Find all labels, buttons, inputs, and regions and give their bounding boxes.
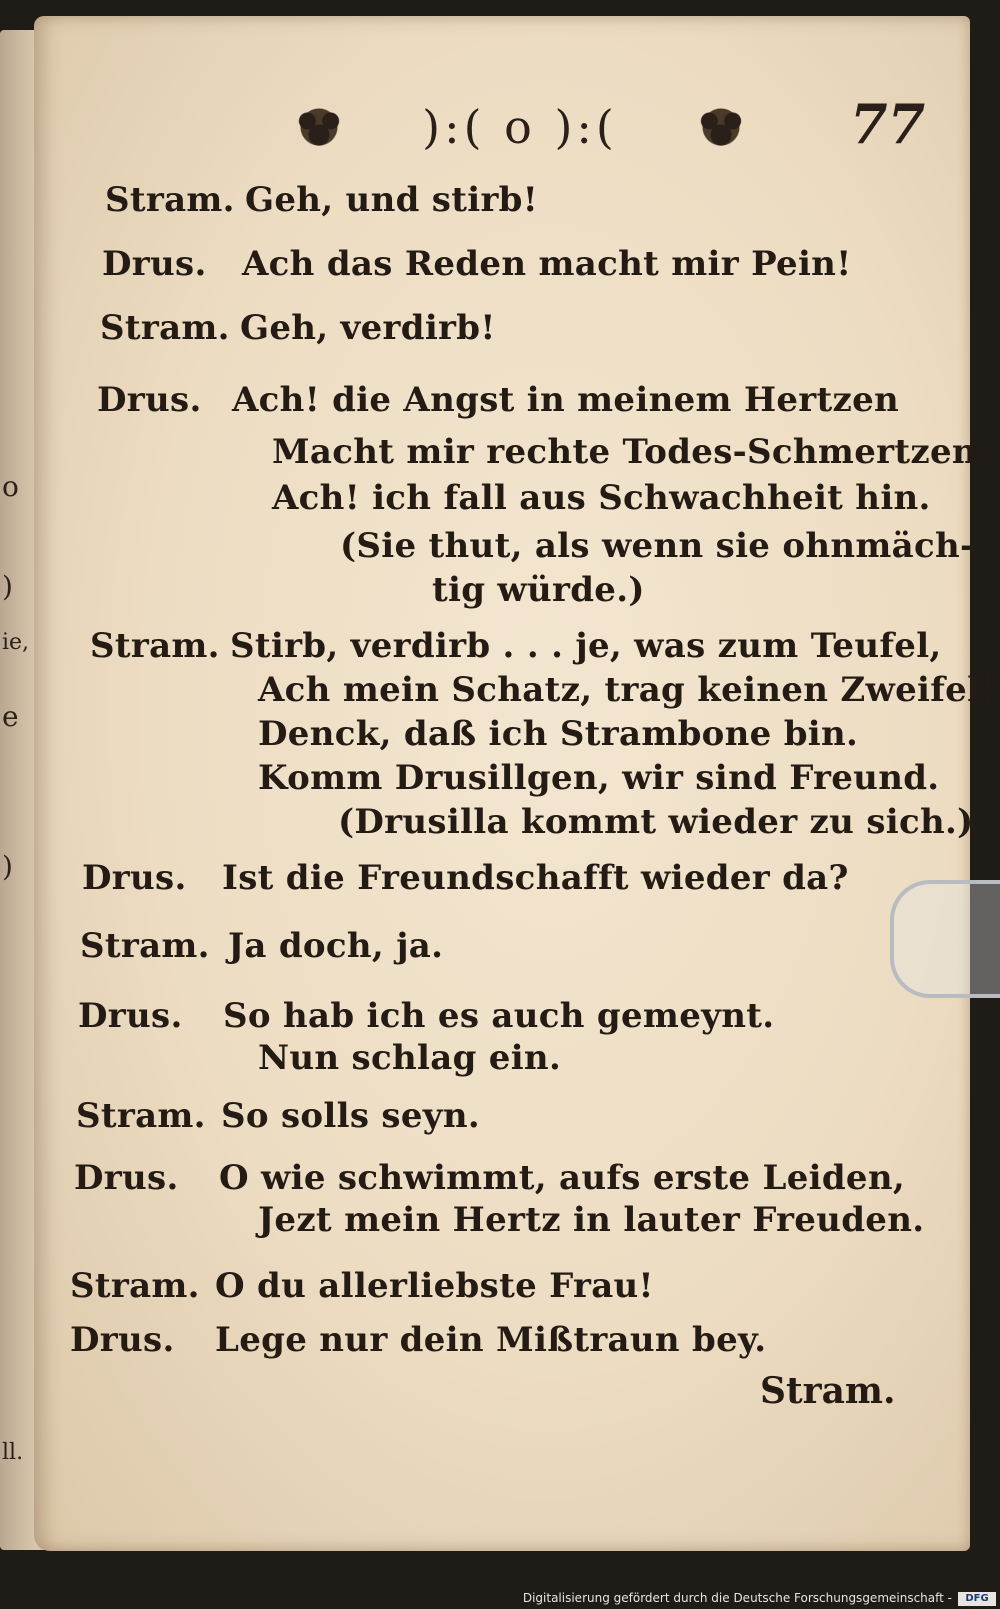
- dialogue-line: [80, 926, 443, 966]
- speaker-label: Drus.: [70, 1320, 175, 1360]
- speaker-label: Stram.: [76, 1096, 206, 1136]
- dialogue-line: [74, 1158, 905, 1198]
- dialogue-line: [272, 478, 931, 518]
- dialogue-line: [102, 244, 851, 284]
- facing-page-fragment: ll.: [2, 1440, 24, 1465]
- line-text: Ach mein Schatz, trag keinen Zweifel!: [258, 670, 996, 710]
- dialogue-line: [97, 380, 899, 420]
- speaker-label: Stram.: [90, 626, 220, 666]
- header-mark: ):( o ):(: [422, 100, 618, 154]
- stage-direction: [338, 802, 974, 842]
- line-text: Geh, und stirb!: [245, 180, 538, 220]
- line-text: Nun schlag ein.: [258, 1038, 562, 1078]
- line-text: Stirb, verdirb . . . je, was zum Teufel,: [230, 626, 942, 666]
- speaker-label: Stram.: [100, 308, 230, 348]
- dialogue-line: [100, 308, 496, 348]
- stage-direction: [432, 570, 645, 610]
- facing-page-fragment: o: [2, 470, 19, 503]
- speaker-label: Drus.: [74, 1158, 179, 1198]
- speaker-label: Drus.: [78, 996, 183, 1036]
- line-text: (Sie thut, als wenn sie ohnmäch-: [340, 526, 975, 566]
- line-text: Macht mir rechte Todes-Schmertzen.: [272, 432, 990, 472]
- stage-direction: [340, 526, 974, 566]
- catchword: Stram.: [760, 1370, 896, 1412]
- speaker-label: Drus.: [102, 244, 207, 284]
- line-text: Ach! ich fall aus Schwachheit hin.: [272, 478, 931, 518]
- facing-page-fragment: ): [2, 850, 13, 883]
- dialogue-line: [70, 1320, 766, 1360]
- line-text: Ja doch, ja.: [228, 926, 444, 966]
- speaker-label: Stram.: [70, 1266, 200, 1306]
- dialogue-line: [70, 1266, 654, 1306]
- digitization-credit: Digitalisierung gefördert durch die Deutsche Forschungsgemeinschaft -: [522, 1591, 952, 1605]
- line-text: Ach! die Angst in meinem Hertzen: [232, 380, 900, 420]
- speaker-label: Drus.: [82, 858, 187, 898]
- line-text: tig würde.): [432, 570, 645, 610]
- ornament-right-icon: [692, 107, 750, 147]
- ornament-left-icon: [290, 107, 348, 147]
- dialogue-line: [78, 996, 774, 1036]
- line-text: Denck, daß ich Strambone bin.: [258, 714, 859, 754]
- speaker-label: Drus.: [97, 380, 202, 420]
- speaker-label: Stram.: [80, 926, 210, 966]
- paper-clip: [890, 880, 1000, 998]
- dialogue-line: [105, 180, 538, 220]
- line-text: Jezt mein Hertz in lauter Freuden.: [258, 1200, 925, 1240]
- line-text: (Drusilla kommt wieder zu sich.): [338, 802, 974, 842]
- dialogue-line: [90, 626, 942, 666]
- page-number: 77: [850, 92, 926, 156]
- line-text: So solls seyn.: [221, 1096, 480, 1136]
- facing-page-fragment: ): [2, 570, 13, 603]
- dialogue-line: [258, 758, 939, 798]
- facing-page-fragment: ie,: [2, 630, 30, 655]
- dialogue-line: [258, 1200, 924, 1240]
- facing-page-fragment: e: [2, 700, 19, 733]
- dialogue-line: [258, 670, 996, 710]
- dfg-logo: DFG: [958, 1592, 996, 1606]
- dialogue-line: [272, 432, 989, 472]
- line-text: So hab ich es auch gemeynt.: [223, 996, 775, 1036]
- speaker-label: Stram.: [105, 180, 235, 220]
- dialogue-line: [258, 714, 858, 754]
- page-header: [290, 102, 750, 152]
- line-text: Ist die Freundschafft wieder da?: [222, 858, 849, 898]
- dialogue-line: [258, 1038, 561, 1078]
- line-text: Komm Drusillgen, wir sind Freund.: [258, 758, 940, 798]
- dialogue-line: [76, 1096, 480, 1136]
- line-text: Lege nur dein Mißtraun bey.: [215, 1320, 767, 1360]
- line-text: Ach das Reden macht mir Pein!: [242, 244, 852, 284]
- line-text: Geh, verdirb!: [240, 308, 496, 348]
- line-text: O wie schwimmt, aufs erste Leiden,: [219, 1158, 906, 1198]
- line-text: O du allerliebste Frau!: [215, 1266, 654, 1306]
- dialogue-line: [82, 858, 849, 898]
